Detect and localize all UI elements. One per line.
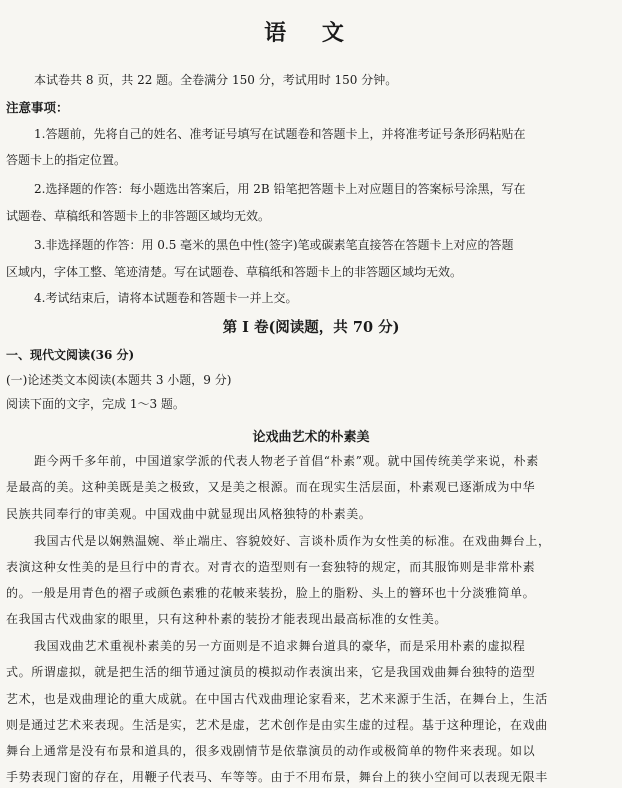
article-line: 在我国古代戏曲家的眼里，只有这种朴素的装扮才能表现出最高标准的女性美。 — [6, 612, 448, 626]
notice-line: 2.选择题的作答：每小题选出答案后，用 2B 铅笔把答题卡上对应题目的答案标号涂黑，写在 — [34, 182, 526, 196]
article-title: 论戏曲艺术的朴素美 — [252, 430, 370, 445]
article-line: 我国古代是以娴熟温婉、举止端庄、容貌姣好、言谈朴质作为女性美的标准。在戏曲舞台上， — [34, 534, 551, 548]
page-title: 语 文 — [264, 20, 358, 46]
part-heading: 一、现代文阅读(36 分) — [6, 348, 135, 362]
notice-heading: 注意事项： — [6, 100, 69, 115]
notice-line: 3.非选择题的作答：用 0.5 毫米的黑色中性(签字)笔或碳素笔直接答在答题卡上对应的答题 — [34, 238, 514, 252]
article-line: 表演这种女性美的是旦行中的青衣。对青衣的造型则有一套独特的规定，而其服饰则是非常朴素 — [6, 560, 536, 574]
notice-line: 区域内，字体工整、笔迹清楚。写在试题卷、草稿纸和答题卡上的非答题区域均无效。 — [6, 265, 463, 279]
exam-intro: 本试卷共 8 页，共 22 题。全卷满分 150 分，考试用时 150 分钟。 — [34, 73, 398, 87]
article-line: 则是通过艺术来表现。生活是实，艺术是虚，艺术创作是由实生虚的过程。基于这种理论，在戏曲 — [6, 718, 548, 732]
notice-line: 试题卷、草稿纸和答题卡上的非答题区域均无效。 — [6, 209, 271, 223]
article-line: 我国戏曲艺术重视朴素美的另一方面则是不追求舞台道具的豪华，而是采用朴素的虚拟程 — [34, 639, 526, 653]
notice-line: 1.答题前，先将自己的姓名、准考证号填写在试题卷和答题卡上，并将准考证号条形码粘贴在 — [34, 127, 526, 141]
notice-line: 答题卡上的指定位置。 — [6, 153, 127, 167]
article-line: 距今两千多年前，中国道家学派的代表人物老子首倡“朴素”观。就中国传统美学来说，朴素 — [34, 454, 539, 468]
article-line: 的。一般是用青色的褶子或颜色素雅的花帔来装扮，脸上的脂粉、头上的簪环也十分淡雅简单。 — [6, 586, 536, 600]
article-line: 舞台上通常是没有布景和道具的，很多戏剧情节是依靠演员的动作或极简单的物件来表现。如以 — [6, 744, 536, 758]
article-line: 手势表现门窗的存在，用鞭子代表马、车等等。由于不用布景，舞台上的狭小空间可以表现无限丰 — [6, 770, 548, 784]
reading-instruction: 阅读下面的文字，完成 1～3 题。 — [6, 397, 185, 411]
notice-line: 4.考试结束后，请将本试题卷和答题卡一并上交。 — [34, 291, 298, 305]
section-title: 第 I 卷(阅读题，共 70 分) — [222, 319, 400, 336]
article-line: 艺术，也是戏曲理论的重大成就。在中国古代戏曲理论家看来，艺术来源于生活，在舞台上，生活 — [6, 692, 548, 706]
article-line: 民族共同奉行的审美观。中国戏曲中就显现出风格独特的朴素美。 — [6, 507, 372, 521]
article-line: 式。所谓虚拟，就是把生活的细节通过演员的模拟动作表演出来，它是我国戏曲舞台独特的造型 — [6, 665, 536, 679]
article-line: 是最高的美。这种美既是美之极致，又是美之根源。而在现实生活层面，朴素观已逐渐成为中华 — [6, 480, 536, 494]
part-subheading: (一)论述类文本阅读(本题共 3 小题，9 分) — [6, 373, 232, 387]
